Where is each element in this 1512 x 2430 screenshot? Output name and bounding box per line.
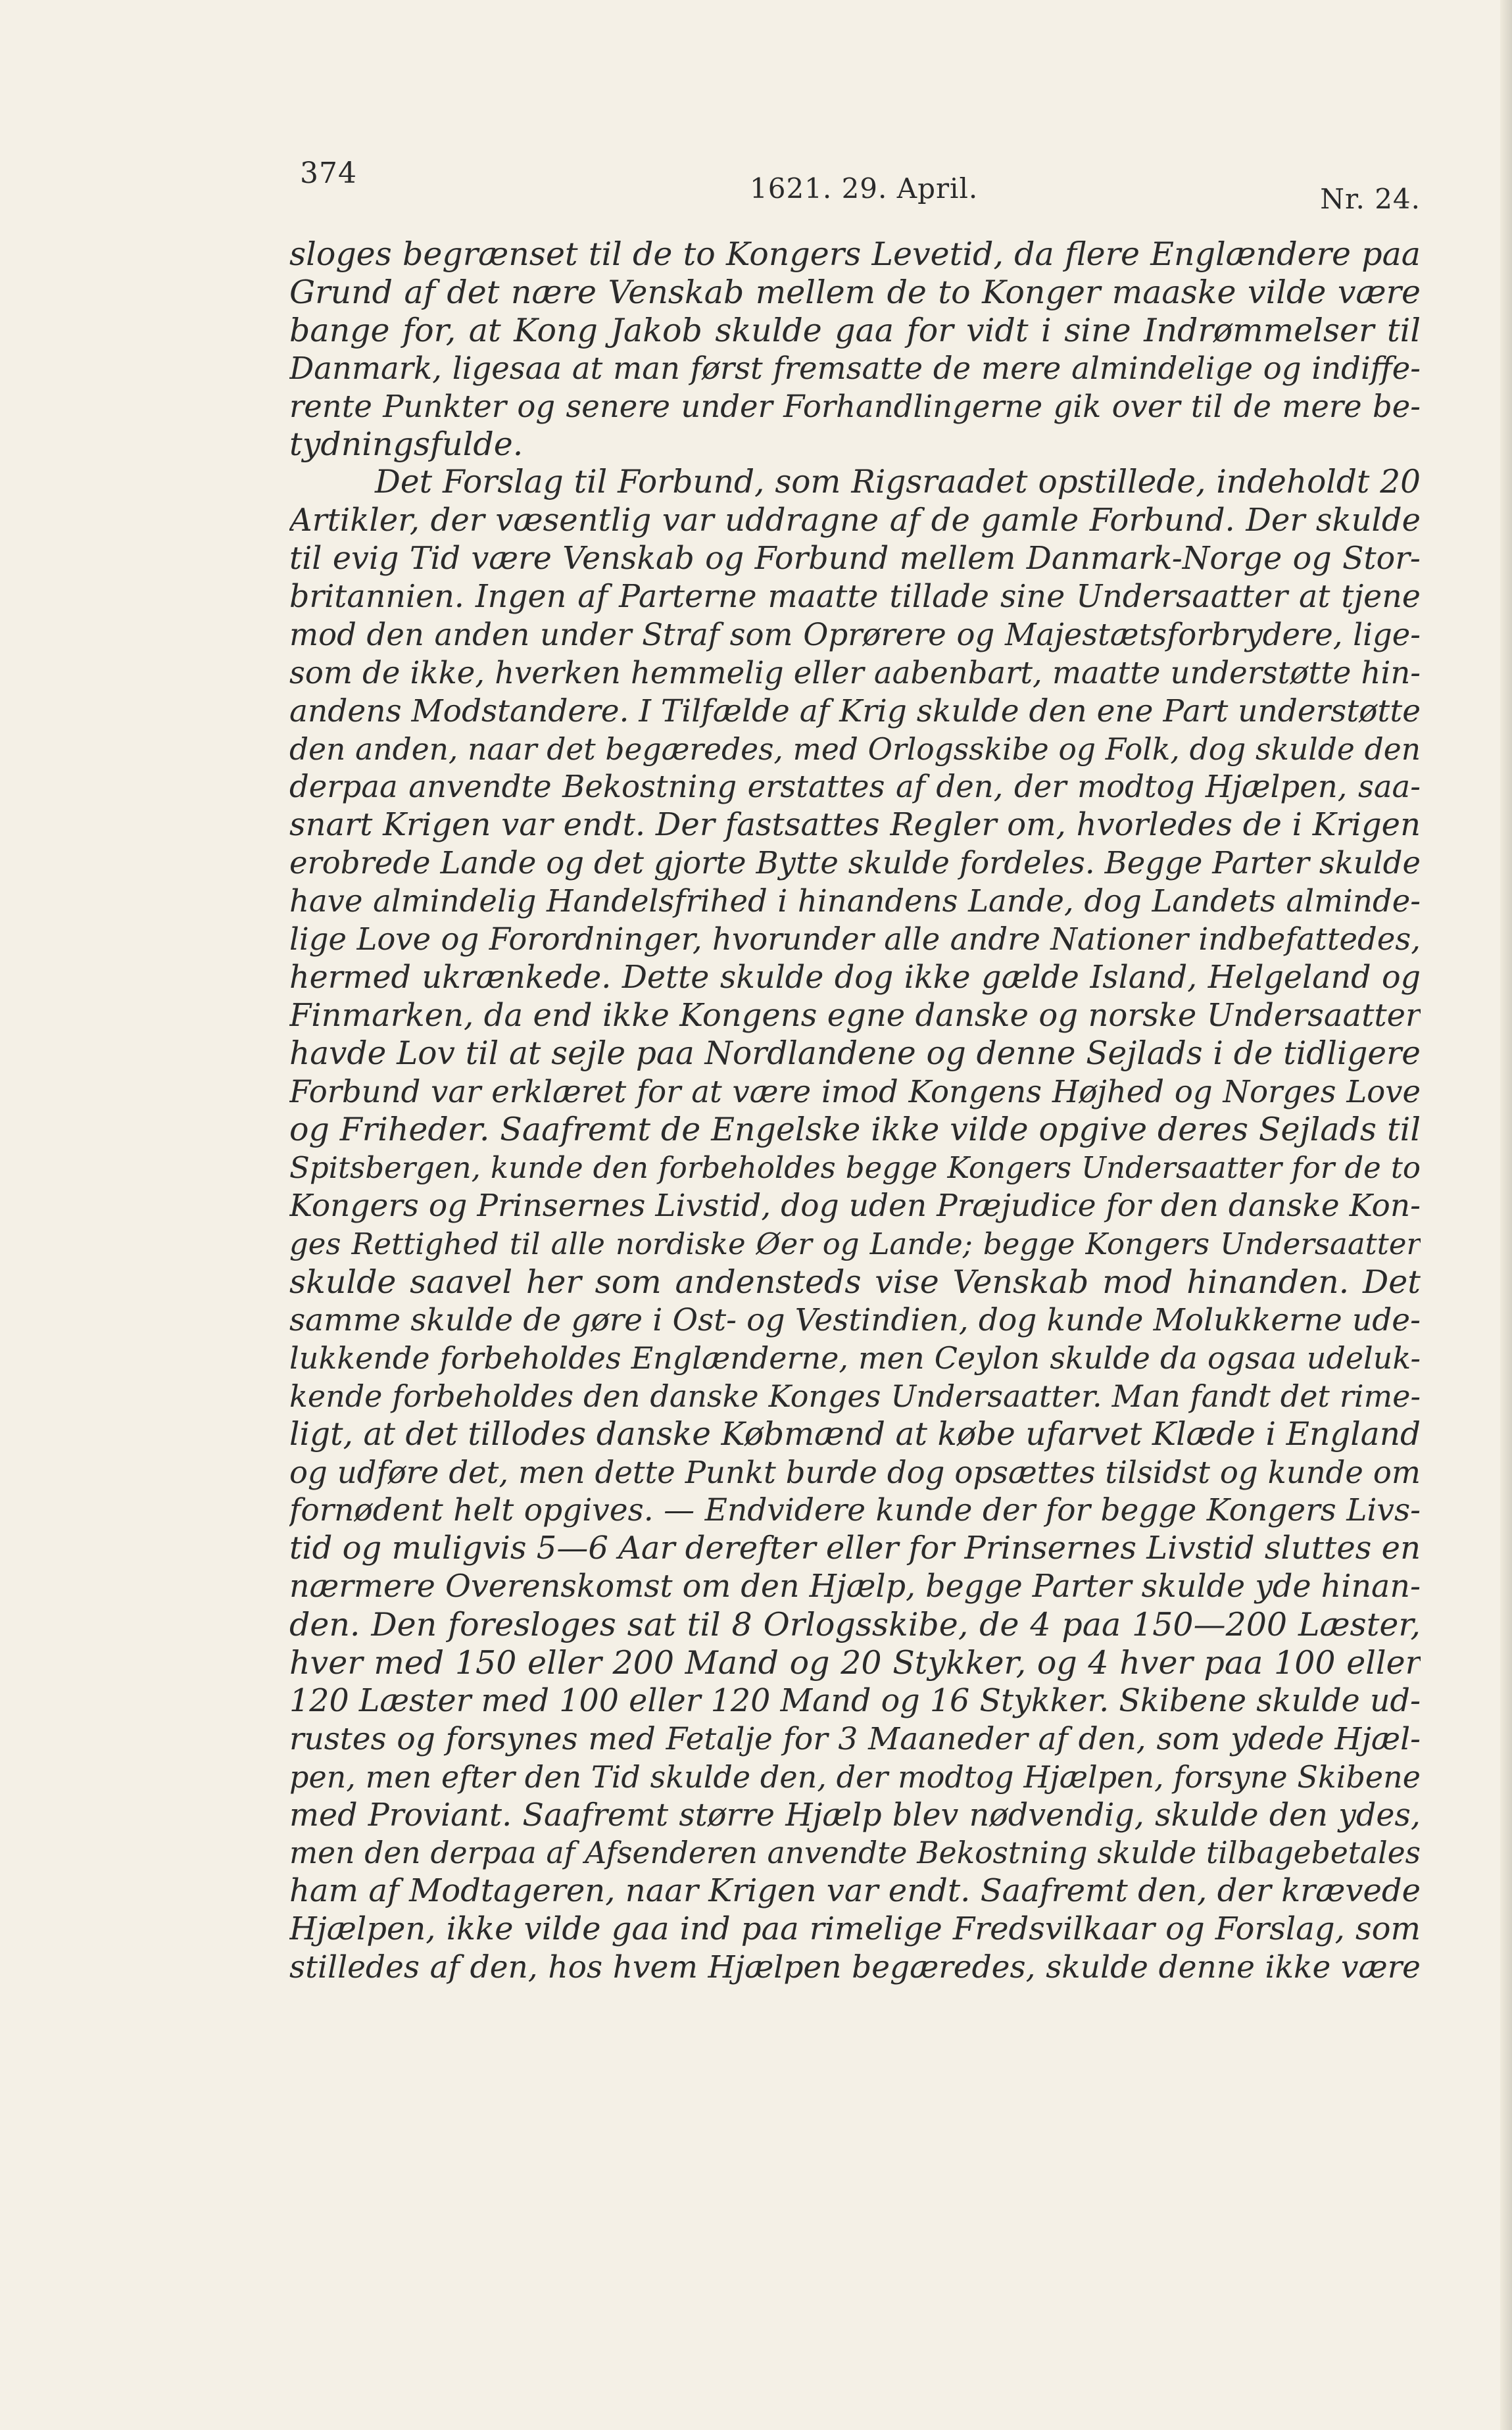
text-line: pen, men efter den Tid skulde den, der modtog Hjælpen, forsyne Skibene <box>289 1759 1421 1795</box>
page-header <box>289 157 1421 216</box>
text-line: Finmarken, da end ikke Kongens egne danske og norske Undersaatter <box>289 996 1421 1034</box>
text-line: samme skulde de gøre i Ost- og Vestindien, dog kunde Molukkerne ude- <box>289 1301 1421 1338</box>
text-line: erobrede Lande og det gjorte Bytte skulde fordeles. Begge Parter skulde <box>289 845 1421 881</box>
text-line: derpaa anvendte Bekostning erstattes af den, der modtog Hjælpen, saa- <box>289 769 1421 805</box>
text-line: kende forbeholdes den danske Konges Undersaatter. Man fandt det rime- <box>289 1378 1421 1414</box>
document-number: Nr. 24. <box>1320 183 1421 215</box>
text-line: bange for, at Kong Jakob skulde gaa for vidt i sine Indrømmelser til <box>289 311 1421 349</box>
text-line: snart Krigen var endt. Der fastsattes Regler om, hvorledes de i Krigen <box>289 806 1421 844</box>
text-line: Artikler, der væsentlig var uddragne af de gamle Forbund. Der skulde <box>289 502 1421 539</box>
paragraph-start-line: Det Forslag til Forbund, som Rigsraadet opstillede, indeholdt 20 <box>375 464 1421 501</box>
page-edge <box>1500 0 1512 2430</box>
running-title: 1621. 29. April. <box>750 172 979 205</box>
text-line: Kongers og Prinsernes Livstid, dog uden Præjudice for den danske Kon- <box>289 1188 1421 1225</box>
text-line: stilledes af den, hos hvem Hjælpen begæredes, skulde denne ikke være <box>289 1949 1421 1986</box>
text-line: hermed ukrænkede. Dette skulde dog ikke gælde Island, Helgeland og <box>289 959 1421 996</box>
text-line: fornødent helt opgives. — Endvidere kunde der for begge Kongers Livs- <box>289 1492 1421 1529</box>
text-line: 120 Læster med 100 eller 120 Mand og 16 Stykker. Skibene skulde ud- <box>289 1682 1421 1719</box>
text-line: skulde saavel her som andensteds vise Venskab mod hinanden. Det <box>289 1263 1421 1301</box>
text-line: havde Lov til at sejle paa Nordlandene og denne Sejlads i de tidligere <box>289 1034 1421 1072</box>
text-line: sloges begrænset til de to Kongers Levetid, da flere Englændere paa <box>289 235 1421 273</box>
body-text <box>289 235 1421 1987</box>
text-line: den anden, naar det begæredes, med Orlogsskibe og Folk, dog skulde den <box>289 731 1421 767</box>
page-number: 374 <box>300 157 357 190</box>
text-line: lige Love og Forordninger, hvorunder alle andre Nationer indbefattedes, <box>289 921 1421 958</box>
text-line: til evig Tid være Venskab og Forbund mellem Danmark-Norge og Stor- <box>289 541 1421 577</box>
text-line: Grund af det nære Venskab mellem de to Konger maaske vilde være <box>289 273 1421 311</box>
text-line: men den derpaa af Afsenderen anvendte Bekostning skulde tilbagebetales <box>289 1835 1421 1871</box>
text-line: med Proviant. Saafremt større Hjælp blev nødvendig, skulde den ydes, <box>289 1797 1421 1834</box>
text-line: ges Rettighed til alle nordiske Øer og Lande; begge Kongers Undersaatter <box>289 1227 1421 1262</box>
text-line: og Friheder. Saafremt de Engelske ikke vilde opgive deres Sejlads til <box>289 1111 1421 1149</box>
text-line: ham af Modtageren, naar Krigen var endt. Saafremt den, der krævede <box>289 1872 1421 1910</box>
text-line: som de ikke, hverken hemmelig eller aabenbart, maatte understøtte hin- <box>289 654 1421 691</box>
text-line: den. Den foresloges sat til 8 Orlogsskibe, de 4 paa 150—200 Læster, <box>289 1606 1421 1644</box>
text-line: Danmark, ligesaa at man først fremsatte de mere almindelige og indiffe- <box>289 350 1421 386</box>
text-line: rustes og forsynes med Fetalje for 3 Maaneder af den, som ydede Hjæl- <box>289 1720 1421 1757</box>
text-line: andens Modstandere. I Tilfælde af Krig skulde den ene Part understøtte <box>289 693 1421 729</box>
text-line: ligt, at det tillodes danske Købmænd at købe ufarvet Klæde i England <box>289 1415 1421 1453</box>
text-line: og udføre det, men dette Punkt burde dog opsættes tilsidst og kunde om <box>289 1454 1421 1490</box>
text-line: Spitsbergen, kunde den forbeholdes begge Kongers Undersaatter for de to <box>289 1150 1421 1186</box>
text-line: hver med 150 eller 200 Mand og 20 Stykker, og 4 hver paa 100 eller <box>289 1643 1421 1682</box>
text-line: nærmere Overenskomst om den Hjælp, begge Parter skulde yde hinan- <box>289 1568 1421 1605</box>
text-line: britannien. Ingen af Parterne maatte tillade sine Undersaatter at tjene <box>289 579 1421 616</box>
text-line: rente Punkter og senere under Forhandlingerne gik over til de mere be- <box>289 388 1421 424</box>
text-line: Hjælpen, ikke vilde gaa ind paa rimelige Fredsvilkaar og Forslag, som <box>289 1910 1421 1948</box>
text-line: mod den anden under Straf som Oprørere og Majestætsforbrydere, lige- <box>289 616 1421 652</box>
text-line: have almindelig Handelsfrihed i hinandens Lande, dog Landets alminde- <box>289 883 1421 919</box>
text-line: lukkende forbeholdes Englænderne, men Ceylon skulde da ogsaa udeluk- <box>289 1340 1421 1376</box>
text-line: Forbund var erklæret for at være imod Kongens Højhed og Norges Love <box>289 1073 1421 1109</box>
text-line: tydningsfulde. <box>289 425 524 464</box>
text-line: tid og muligvis 5—6 Aar derefter eller for Prinsernes Livstid sluttes en <box>289 1530 1421 1567</box>
